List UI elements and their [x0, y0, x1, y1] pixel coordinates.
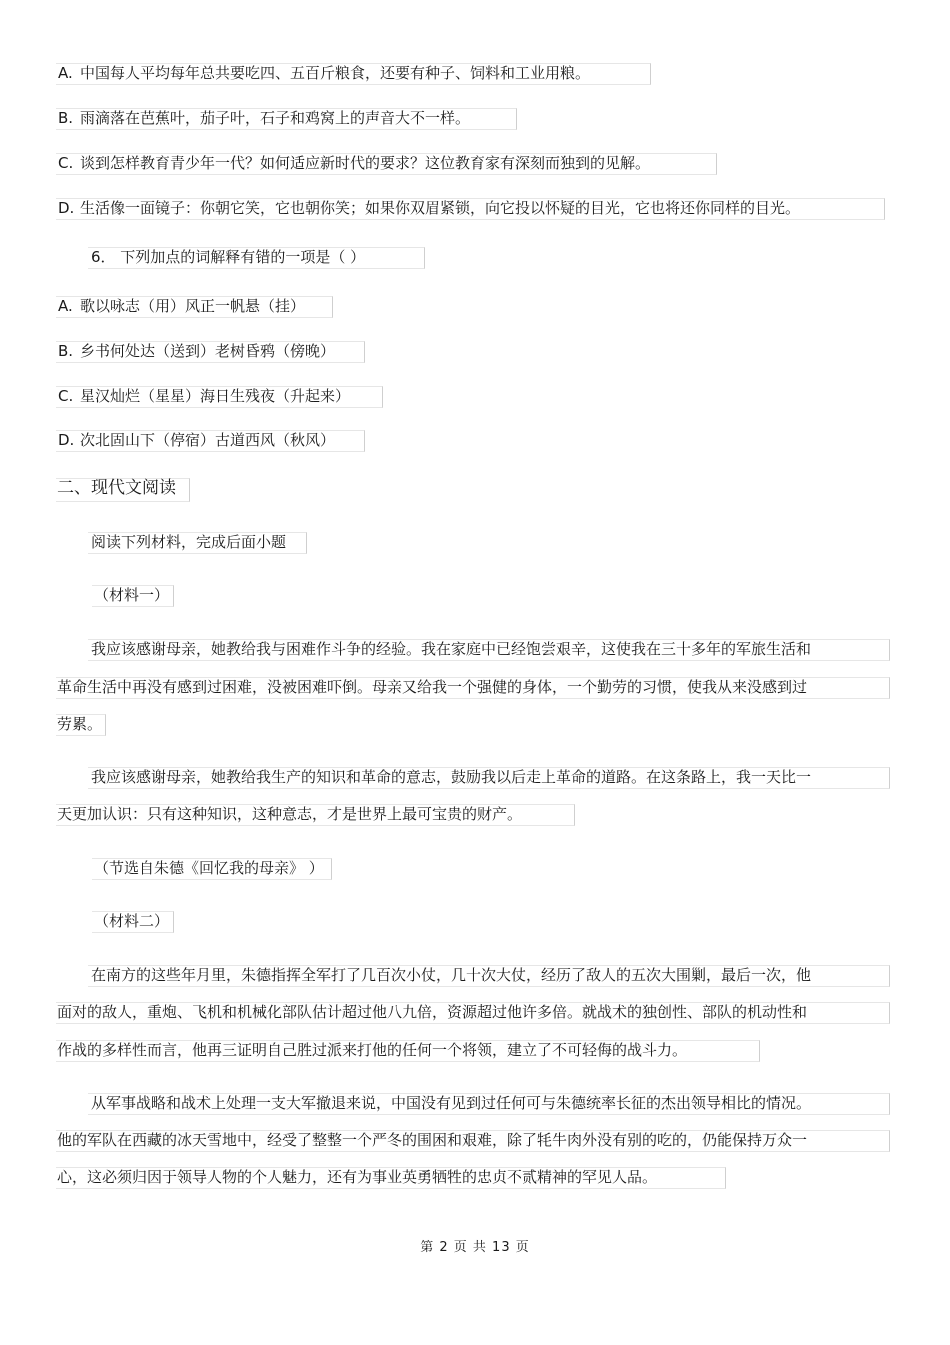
material1-line: 我应该感谢母亲，她教给我生产的知识和革命的意志，鼓励我以后走上革命的道路。在这条路上，我一天比一 — [91, 768, 812, 786]
reading-instruction: 阅读下列材料，完成后面小题 — [91, 533, 287, 551]
material2-line: 他的军队在西藏的冰天雪地中，经受了整整一个严冬的围困和艰难，除了牦牛肉外没有别的吃的，仍能保持万众一 — [57, 1131, 808, 1149]
q5-option-b: B. 雨滴落在芭蕉叶，茄子叶，石子和鸡窝上的声音大不一样。 — [58, 109, 471, 127]
material2-line: 面对的敌人，重炮、飞机和机械化部队估计超过他八九倍，资源超过他许多倍。就战术的独创性、部队的机动性和 — [57, 1003, 808, 1021]
material1-source: （节选自朱德《回忆我的母亲》 ） — [94, 859, 324, 877]
material2-line: 作战的多样性而言，他再三证明自己胜过派来打他的任何一个将领，建立了不可轻侮的战斗力。 — [57, 1041, 688, 1059]
section-title: 二、现代文阅读 — [57, 478, 176, 498]
material1-line: 我应该感谢母亲，她教给我与困难作斗争的经验。我在家庭中已经饱尝艰辛，这使我在三十多年的军旅生活和 — [91, 640, 812, 658]
page-footer: 第 2 页 共 13 页 — [420, 1240, 530, 1255]
q6-stem: 6． 下列加点的词解释有错的一项是（ ） — [91, 248, 366, 266]
q5-option-a: A. 中国每人平均每年总共要吃四、五百斤粮食，还要有种子、饲料和工业用粮。 — [58, 64, 591, 82]
material2-line: 心，这必须归因于领导人物的个人魅力，还有为事业英勇牺牲的忠贞不贰精神的罕见人品。 — [57, 1168, 658, 1186]
material2-label: （材料二） — [94, 912, 170, 930]
q6-option-c: C. 星汉灿烂（星星）海日生残夜（升起来） — [58, 387, 351, 405]
material2-line: 在南方的这些年月里，朱德指挥全军打了几百次小仗，几十次大仗，经历了敌人的五次大围剿，最后一次，他 — [91, 966, 812, 984]
q5-option-d: D. 生活像一面镜子：你朝它笑，它也朝你笑；如果你双眉紧锁，向它投以怀疑的目光，它也将还你同样的目光。 — [58, 199, 801, 217]
q6-option-b: B. 乡书何处达（送到）老树昏鸦（傍晚） — [58, 342, 336, 360]
q6-option-a: A. 歌以咏志（用）风正一帆悬（挂） — [58, 297, 306, 315]
q6-option-d: D. 次北固山下（停宿）古道西风（秋风） — [58, 431, 336, 449]
material1-line: 劳累。 — [57, 715, 103, 733]
material1-line: 革命生活中再没有感到过困难，没被困难吓倒。母亲又给我一个强健的身体，一个勤劳的习惯，使我从来没感到过 — [57, 678, 808, 696]
material1-label: （材料一） — [94, 586, 170, 604]
q5-option-c: C. 谈到怎样教育青少年一代？如何适应新时代的要求？这位教育家有深刻而独到的见解。 — [58, 154, 651, 172]
material2-line: 从军事战略和战术上处理一支大军撤退来说，中国没有见到过任何可与朱德统率长征的杰出领导相比的情况。 — [91, 1094, 812, 1112]
material1-line: 天更加认识：只有这种知识，这种意志，才是世界上最可宝贵的财产。 — [57, 805, 523, 823]
